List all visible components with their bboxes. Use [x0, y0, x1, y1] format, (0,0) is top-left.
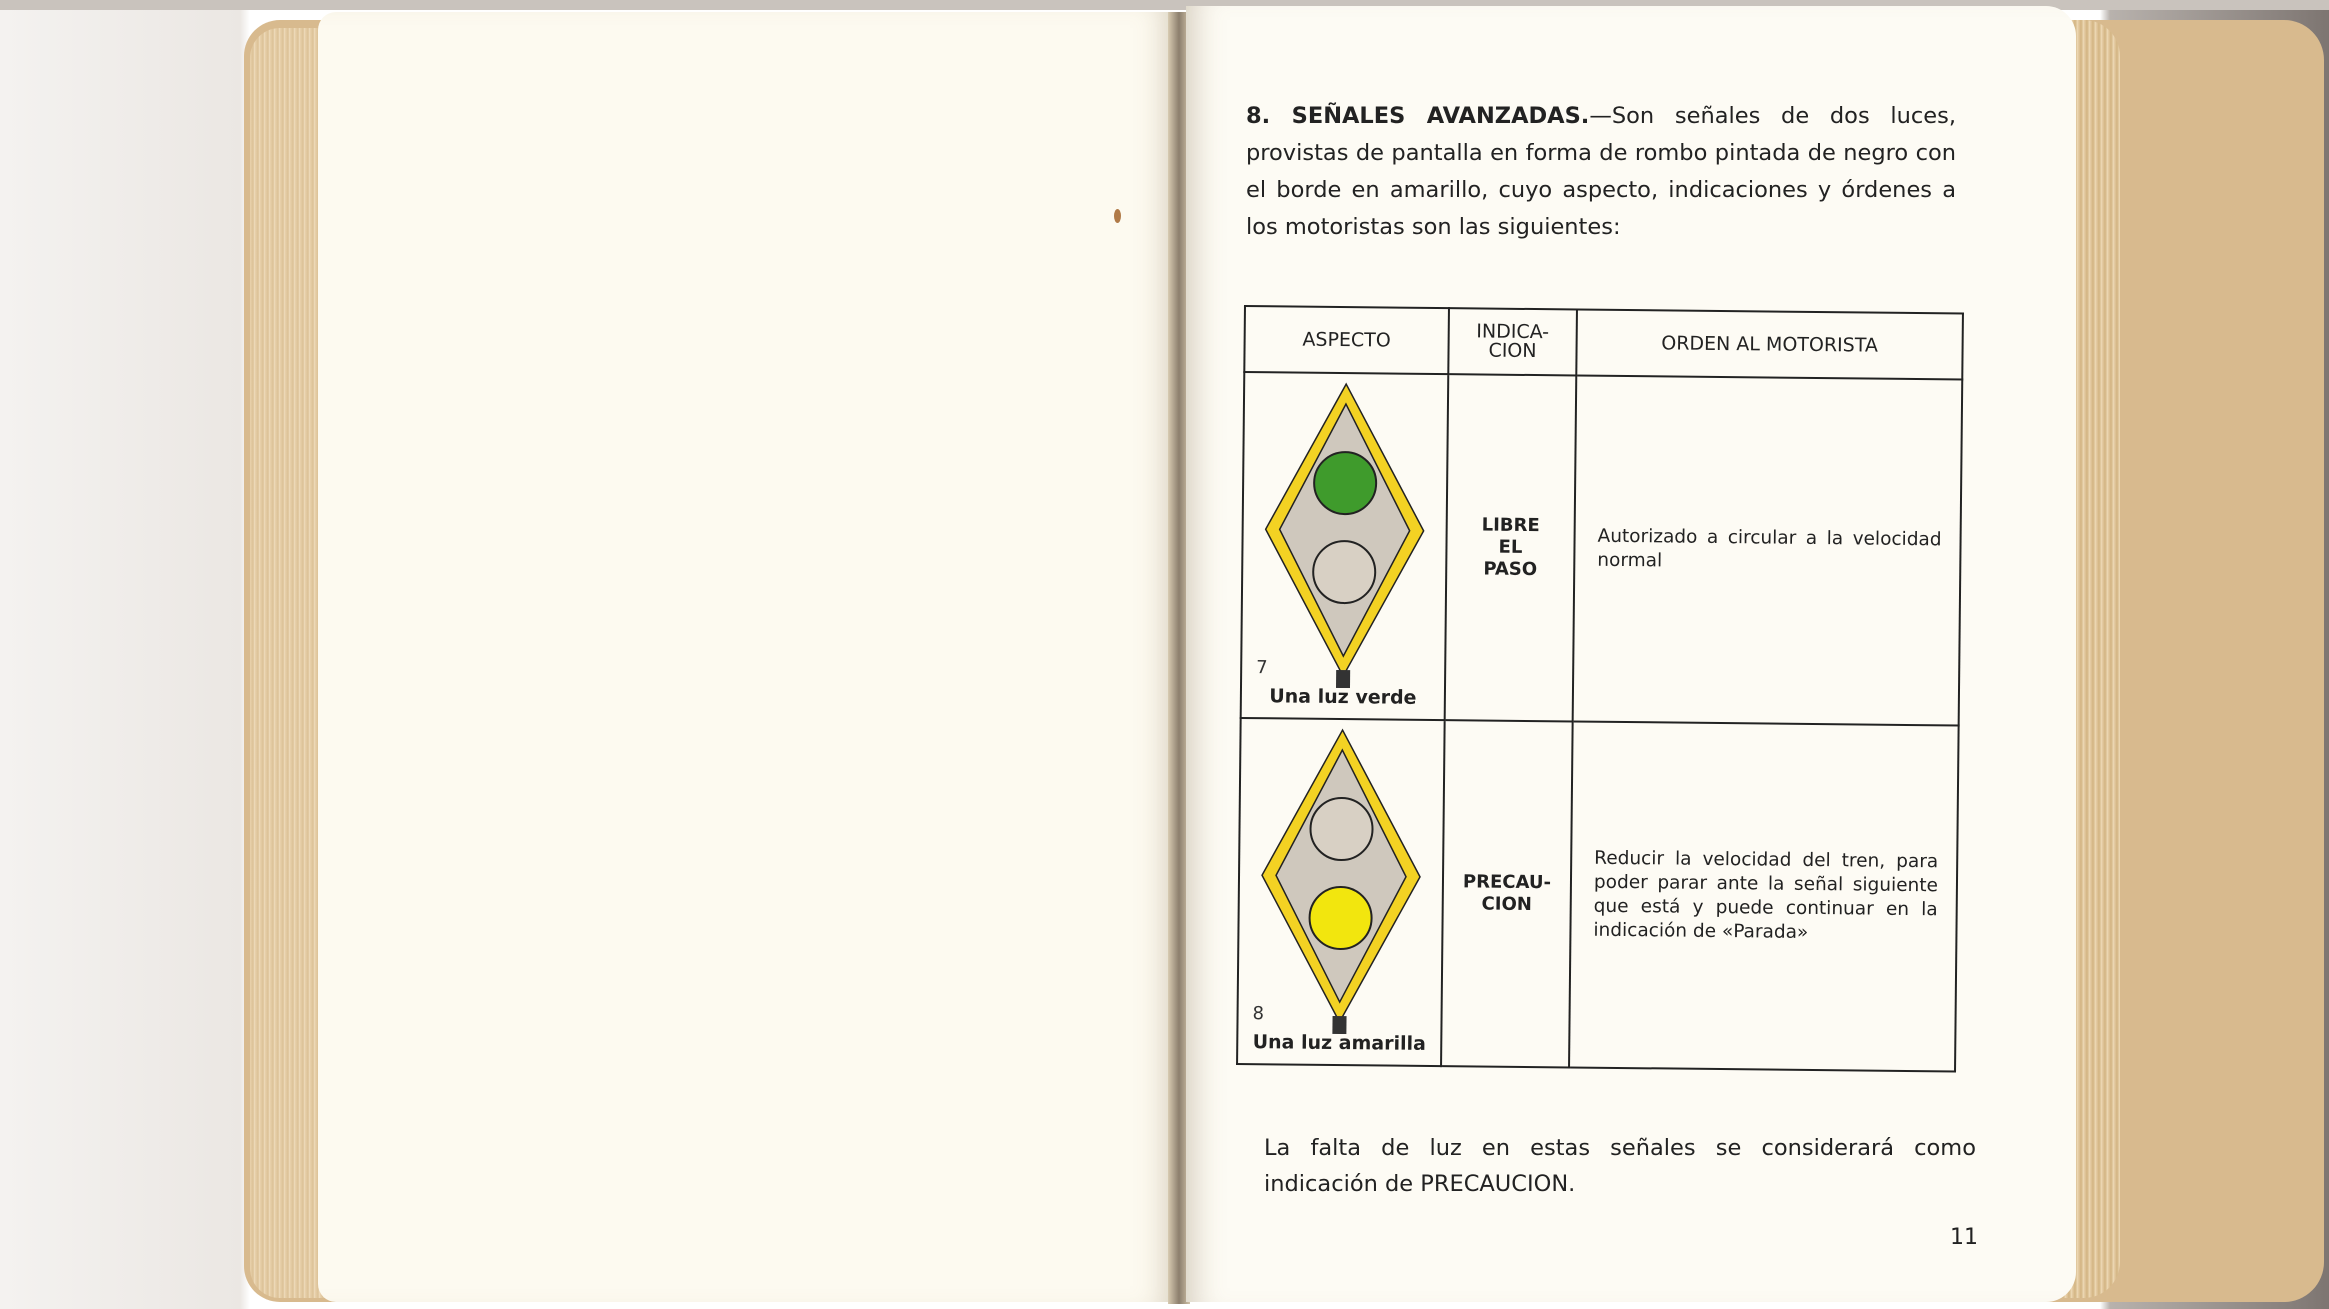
- signal-caption: Una luz verde: [1269, 685, 1417, 709]
- order-cell: Autorizado a circular a la velocidad normal: [1573, 375, 1963, 725]
- signal-aspect-cell: [1241, 372, 1449, 720]
- table-row: [1237, 718, 1959, 1071]
- signal-number: 7: [1256, 657, 1268, 679]
- signal-diamond-yellow: [1248, 725, 1433, 1035]
- section-heading: 8. SEÑALES AVANZADAS.: [1246, 103, 1590, 129]
- footer-paragraph: La falta de luz en estas señales se considerará como indicación de PRECAUCION.: [1264, 1135, 1976, 1197]
- signal-number: 8: [1252, 1003, 1265, 1025]
- section-text: —Son señales de dos luces, provistas de pantalla en forma de rombo pintada de negro con el borde en amarillo, cuyo aspecto, indicaciones y órdenes a los motoristas son las siguientes:: [1246, 103, 1956, 240]
- signal-diamond-green: [1252, 379, 1437, 689]
- diamond-inner-panel: [1275, 749, 1408, 1002]
- top-light: [1310, 798, 1373, 861]
- order-cell: Reducir la velocidad del tren, para poder parar ante la señal siguiente que está y puede continuar en la indicación de «Parada»: [1569, 721, 1959, 1071]
- bottom-light: [1309, 887, 1372, 950]
- table-row: [1241, 372, 1963, 725]
- signal-aspect-cell: [1237, 718, 1445, 1066]
- header-indication: INDICA- CION: [1448, 308, 1577, 375]
- header-aspect: ASPECTO: [1244, 306, 1449, 374]
- indication-cell: PRECAU- CION: [1441, 720, 1573, 1067]
- diamond-inner-panel: [1278, 403, 1411, 656]
- bottom-light: [1313, 541, 1376, 604]
- header-order: ORDEN AL MOTORISTA: [1576, 309, 1963, 379]
- indication-cell: LIBRE EL PASO: [1445, 374, 1577, 721]
- signal-caption: Una luz amarilla: [1252, 1031, 1427, 1055]
- stain-mark: [1114, 209, 1121, 223]
- intro-paragraph: [1246, 98, 1956, 246]
- top-light: [1314, 452, 1377, 515]
- left-page: [318, 12, 1176, 1302]
- table-header-row: [1244, 306, 1963, 380]
- signals-table: [1236, 305, 1964, 1072]
- page-number: 11: [1950, 1225, 1978, 1250]
